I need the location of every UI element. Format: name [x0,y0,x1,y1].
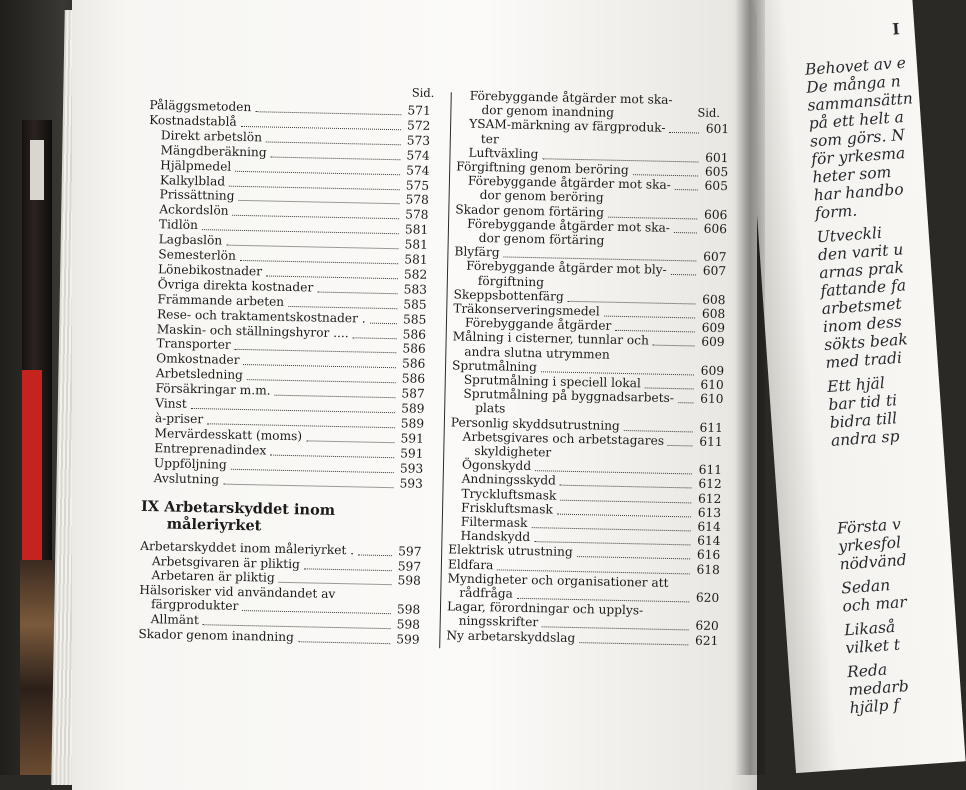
section-number: IX [140,497,160,516]
toc-entry: andra slutna utrymmen [464,344,610,362]
toc-entry: Lagbaslön [158,232,223,248]
leader-dots [667,444,692,447]
toc-entry: Uppföljning [153,455,227,472]
leader-dots [358,553,392,556]
toc-entry: Sprutmålning [451,358,538,374]
page-number: 618 [696,562,721,577]
leader-dots [557,512,691,517]
page-number: 586 [402,326,427,342]
page-number: 614 [697,533,721,549]
toc-entry: Arbetsledning [155,366,244,383]
toc-entry: Handskydd [460,528,531,545]
toc-entry: Filtermask [460,514,528,531]
toc-entry: Förebyggande åtgärder mot ska- [466,216,671,235]
toc-entry: Ackordslön [159,202,229,218]
spine-red-stripe [22,370,42,560]
leader-dots [202,228,399,234]
page-number: 606 [703,207,728,222]
leader-dots [608,215,697,219]
toc-entry: Omkostnader [156,351,240,368]
toc-entry: Försäkringar m.m. [155,381,271,398]
right-page-line: heter som [811,163,892,187]
page-number: 601 [705,122,730,137]
spine-white-label [30,140,44,200]
toc-entry: färgprodukter [150,597,239,614]
leader-dots [242,609,391,614]
right-page [742,0,966,773]
toc-entry: Myndigheter och organisationer att [447,571,669,590]
spine-pattern [20,560,54,775]
page-number: 613 [697,505,722,520]
toc-entry: Arbetsgivares och arbetstagares [462,429,665,448]
leader-dots [560,484,692,489]
toc-entry: skyldigheter [474,443,552,460]
page-number: 598 [397,573,421,588]
right-page-line: andra sp [830,427,901,450]
toc-entry: Blyfärg [454,244,500,260]
page-number: 609 [701,320,726,336]
leader-dots [234,348,396,353]
right-page-line: med tradi [824,348,903,373]
toc-entry: Avslutning [153,470,220,487]
toc-entry: Elektrisk utrustning [448,542,573,560]
toc-entry: Förgiftning genom beröring [456,159,629,178]
page-number: 597 [397,558,422,574]
page-number: 587 [401,386,425,401]
right-page-line: Reda [846,660,888,682]
page-number: 593 [399,475,424,491]
right-page-line: Första v [836,515,902,538]
page-number: 572 [406,118,431,133]
toc-entry: dor genom förtäring [478,230,605,248]
leader-dots [306,439,394,443]
toc-entry: rådfråga [459,585,514,601]
page-number: 571 [407,103,431,118]
right-page-line: De många n [805,72,902,97]
page-number: 607 [703,249,727,265]
page-number: 607 [702,264,727,279]
leader-dots [247,378,396,383]
page-number: 597 [398,544,422,559]
sid-label: Sid. [697,105,721,120]
right-page-line: sökts beak [823,330,909,355]
toc-entry: Sprutmålning på byggnadsarbets- [463,386,675,406]
toc-entry: Tidlön [158,217,199,233]
leader-dots [604,315,695,319]
book-gutter-shadow [735,0,765,775]
leader-dots [675,188,698,190]
page-number: 611 [698,462,723,478]
toc-entry: Semesterlön [158,247,237,263]
toc-entry: Förebyggande åtgärder mot ska- [469,88,673,107]
right-page-line: på ett helt a [808,108,905,133]
toc-entry: Förebyggande åtgärder [464,315,612,333]
page-number: 608 [702,292,726,307]
leader-dots [304,567,392,571]
page-number: 605 [704,164,729,180]
page-number: 612 [698,476,722,492]
page-number: 606 [703,221,728,236]
leader-dots [227,244,399,250]
right-page-line: och mar [841,593,908,616]
right-page-line: arbetsmet [821,294,903,319]
page-number: 581 [404,252,428,267]
toc-entry: dor genom inandning [481,103,615,120]
page-number: 586 [402,341,426,357]
leader-dots [240,259,398,264]
toc-entry: ter [480,131,499,146]
right-page-line: den varit u [817,240,904,265]
right-page-line: medarb [847,677,910,700]
page-number: 574 [406,162,430,178]
toc-entry: Lönebikostnader [157,262,263,279]
right-page-line: bar tid ti [827,391,898,414]
page-number: 581 [404,222,429,238]
toc-entry: Andningsskydd [461,472,557,488]
toc-entry: Maskin- och ställningshyror .... [156,321,349,340]
page-number: 589 [400,416,425,431]
right-page-line: har handbo [813,180,905,205]
toc-entry: Främmande arbeten [157,291,285,309]
toc-entry: Direkt arbetslön [160,128,263,145]
toc-entry: Personlig skyddsutrustning [450,414,620,433]
toc-entry: Ögonskydd [461,457,532,474]
page-number: 586 [401,371,426,387]
right-page-line: bidra till [829,409,898,432]
toc-entry: YSAM-märkning av färgproduk- [469,117,666,136]
section-title: Arbetarskyddet inom [163,498,336,519]
page-number: 578 [405,207,429,223]
toc-entry: Förebyggande åtgärder mot bly- [466,259,667,278]
toc-entry: Eldfara [447,556,494,572]
page-number: 598 [396,617,421,632]
toc-entry: Skador genom förtäring [455,202,605,220]
leader-dots [678,401,693,403]
page-number: 578 [405,192,429,208]
toc-entry: dor genom beröring [479,188,604,205]
right-page-line: nödvänd [838,550,908,574]
page-number: 614 [697,519,721,535]
leader-dots [235,169,400,174]
leader-dots [560,498,691,503]
right-page-line: Behovet av e [804,53,907,79]
right-page-line: sammansättn [806,89,914,115]
leader-dots [229,184,400,190]
page-number: 611 [699,434,723,449]
leader-dots [224,482,394,488]
page-number: 585 [402,311,427,327]
leader-dots [577,555,690,559]
page-number: 581 [404,237,429,252]
toc-entry: Ny arbetarskyddslag [446,627,576,645]
page-number: 601 [705,150,729,165]
leader-dots [238,199,399,204]
leader-dots [270,453,394,458]
leader-dots [231,467,394,472]
toc-entry: Målning i cisterner, tunnlar och [452,329,650,348]
section-title-line2: måleriyrket [166,515,262,535]
toc-entry: à-priser [154,411,204,427]
page-number: 610 [700,391,724,407]
leader-dots [370,321,397,324]
toc-entry: förgiftning [477,273,545,289]
leader-dots [274,394,395,399]
page-number: 620 [695,618,719,634]
leader-dots [255,110,401,115]
leader-dots [669,131,699,134]
toc-entry: Mervärdesskatt (moms) [154,425,303,444]
toc-entry: Allmänt [150,612,200,628]
leader-dots [645,386,694,389]
page-number: 585 [403,297,427,312]
toc-entry: Transporter [156,336,231,353]
toc-entry: Lagar, förordningar och upplys- [446,599,644,618]
toc-entry: Prissättning [159,187,235,204]
toc-entry: Förebyggande åtgärder mot ska- [467,173,671,193]
toc-entry: Mängdberäkning [160,142,267,160]
toc-entry: Kalkylblad [159,172,226,189]
right-page-line: Utveckli [816,223,883,247]
toc-entry: Tryckluftsmask [461,486,557,503]
toc-entry: Skeppsbottenfärg [453,287,564,304]
page-number: 621 [694,633,719,648]
toc-entry: plats [475,401,506,416]
leader-dots [653,344,695,347]
right-page-line: arnas prak [818,258,905,283]
leader-dots [671,273,696,276]
right-page-line: form. [814,201,858,223]
leader-dots [579,641,688,645]
page-number: 582 [403,267,428,282]
right-page-line: Likaså [843,617,896,640]
right-page-line: Sedan [840,576,891,598]
toc-entry: Träkonserveringsmedel [453,301,600,319]
page-number: 586 [401,356,426,372]
toc-entry: Skador genom inandning [138,626,295,644]
toc-entry: ningsskrifter [458,613,539,630]
leader-dots [270,155,400,160]
page-number: 609 [701,334,725,350]
toc-entry: Övriga direkta kostnader [157,277,314,295]
toc-entry: Hjälpmedel [160,157,232,174]
leader-dots [624,429,693,432]
sid-label: Sid. [411,85,435,100]
leader-dots [266,140,401,145]
page-number: 609 [700,363,725,378]
page-number: 573 [406,133,431,148]
right-page-line: hjälp f [849,695,900,718]
leader-dots [532,526,691,531]
right-page-letter: I [891,19,901,39]
table-of-contents [138,80,740,672]
toc-entry: Vinst [155,396,187,411]
page-number: 620 [695,590,720,606]
page-number: 574 [406,148,430,163]
toc-entry: Rese- och traktamentskostnader . [156,306,366,326]
toc-entry: Hälsorisker vid användandet av [139,582,336,601]
toc-entry: Luftväxling [468,145,539,161]
page-number: 608 [701,306,726,322]
page-number: 598 [396,602,421,618]
right-page-line: yrkesfol [837,533,902,556]
leader-dots [243,363,396,368]
toc-entry: Påläggsmetoden [149,97,252,115]
toc-entry: Arbetarskyddet inom måleriyrket . [140,538,355,558]
page-number: 591 [400,431,424,446]
right-page-line: fattande fa [819,276,907,301]
toc-entry: Kostnadstablå [149,112,237,129]
right-page-line: som görs. N [809,125,906,151]
right-page-line: för yrkesma [810,144,906,169]
leader-dots [278,581,391,585]
page-number: 611 [699,420,723,435]
leader-dots [298,640,390,644]
leader-dots [288,305,397,309]
page-number: 616 [696,547,721,563]
page-number: 583 [403,282,428,297]
toc-entry: Entreprenadindex [154,440,267,458]
page-number: 575 [405,177,430,193]
leader-dots [535,469,692,474]
page-number: 593 [399,460,424,476]
right-page-line: Ett hjäl [826,373,886,396]
page-number: 612 [697,491,722,506]
toc-entry: Sprutmålning i speciell lokal [463,372,642,391]
right-page-line: vilket t [844,635,901,658]
page-number: 610 [700,377,724,393]
page-number: 605 [704,178,729,194]
page-number: 591 [400,446,424,461]
page-number: 589 [401,401,425,416]
leader-dots [266,274,398,279]
toc-entry: Arbetaren är pliktig [151,568,275,585]
leader-dots [674,231,697,233]
right-page-line: inom dess [822,312,903,337]
leader-dots [353,336,397,339]
leader-dots [191,407,395,413]
leader-dots [241,125,401,130]
leader-dots [633,173,698,176]
leader-dots [318,290,398,294]
toc-entry: Arbetsgivaren är pliktig [151,553,300,571]
page-number: 599 [396,631,420,647]
leader-dots [232,214,399,219]
toc-entry: Friskluftsmask [460,500,553,517]
